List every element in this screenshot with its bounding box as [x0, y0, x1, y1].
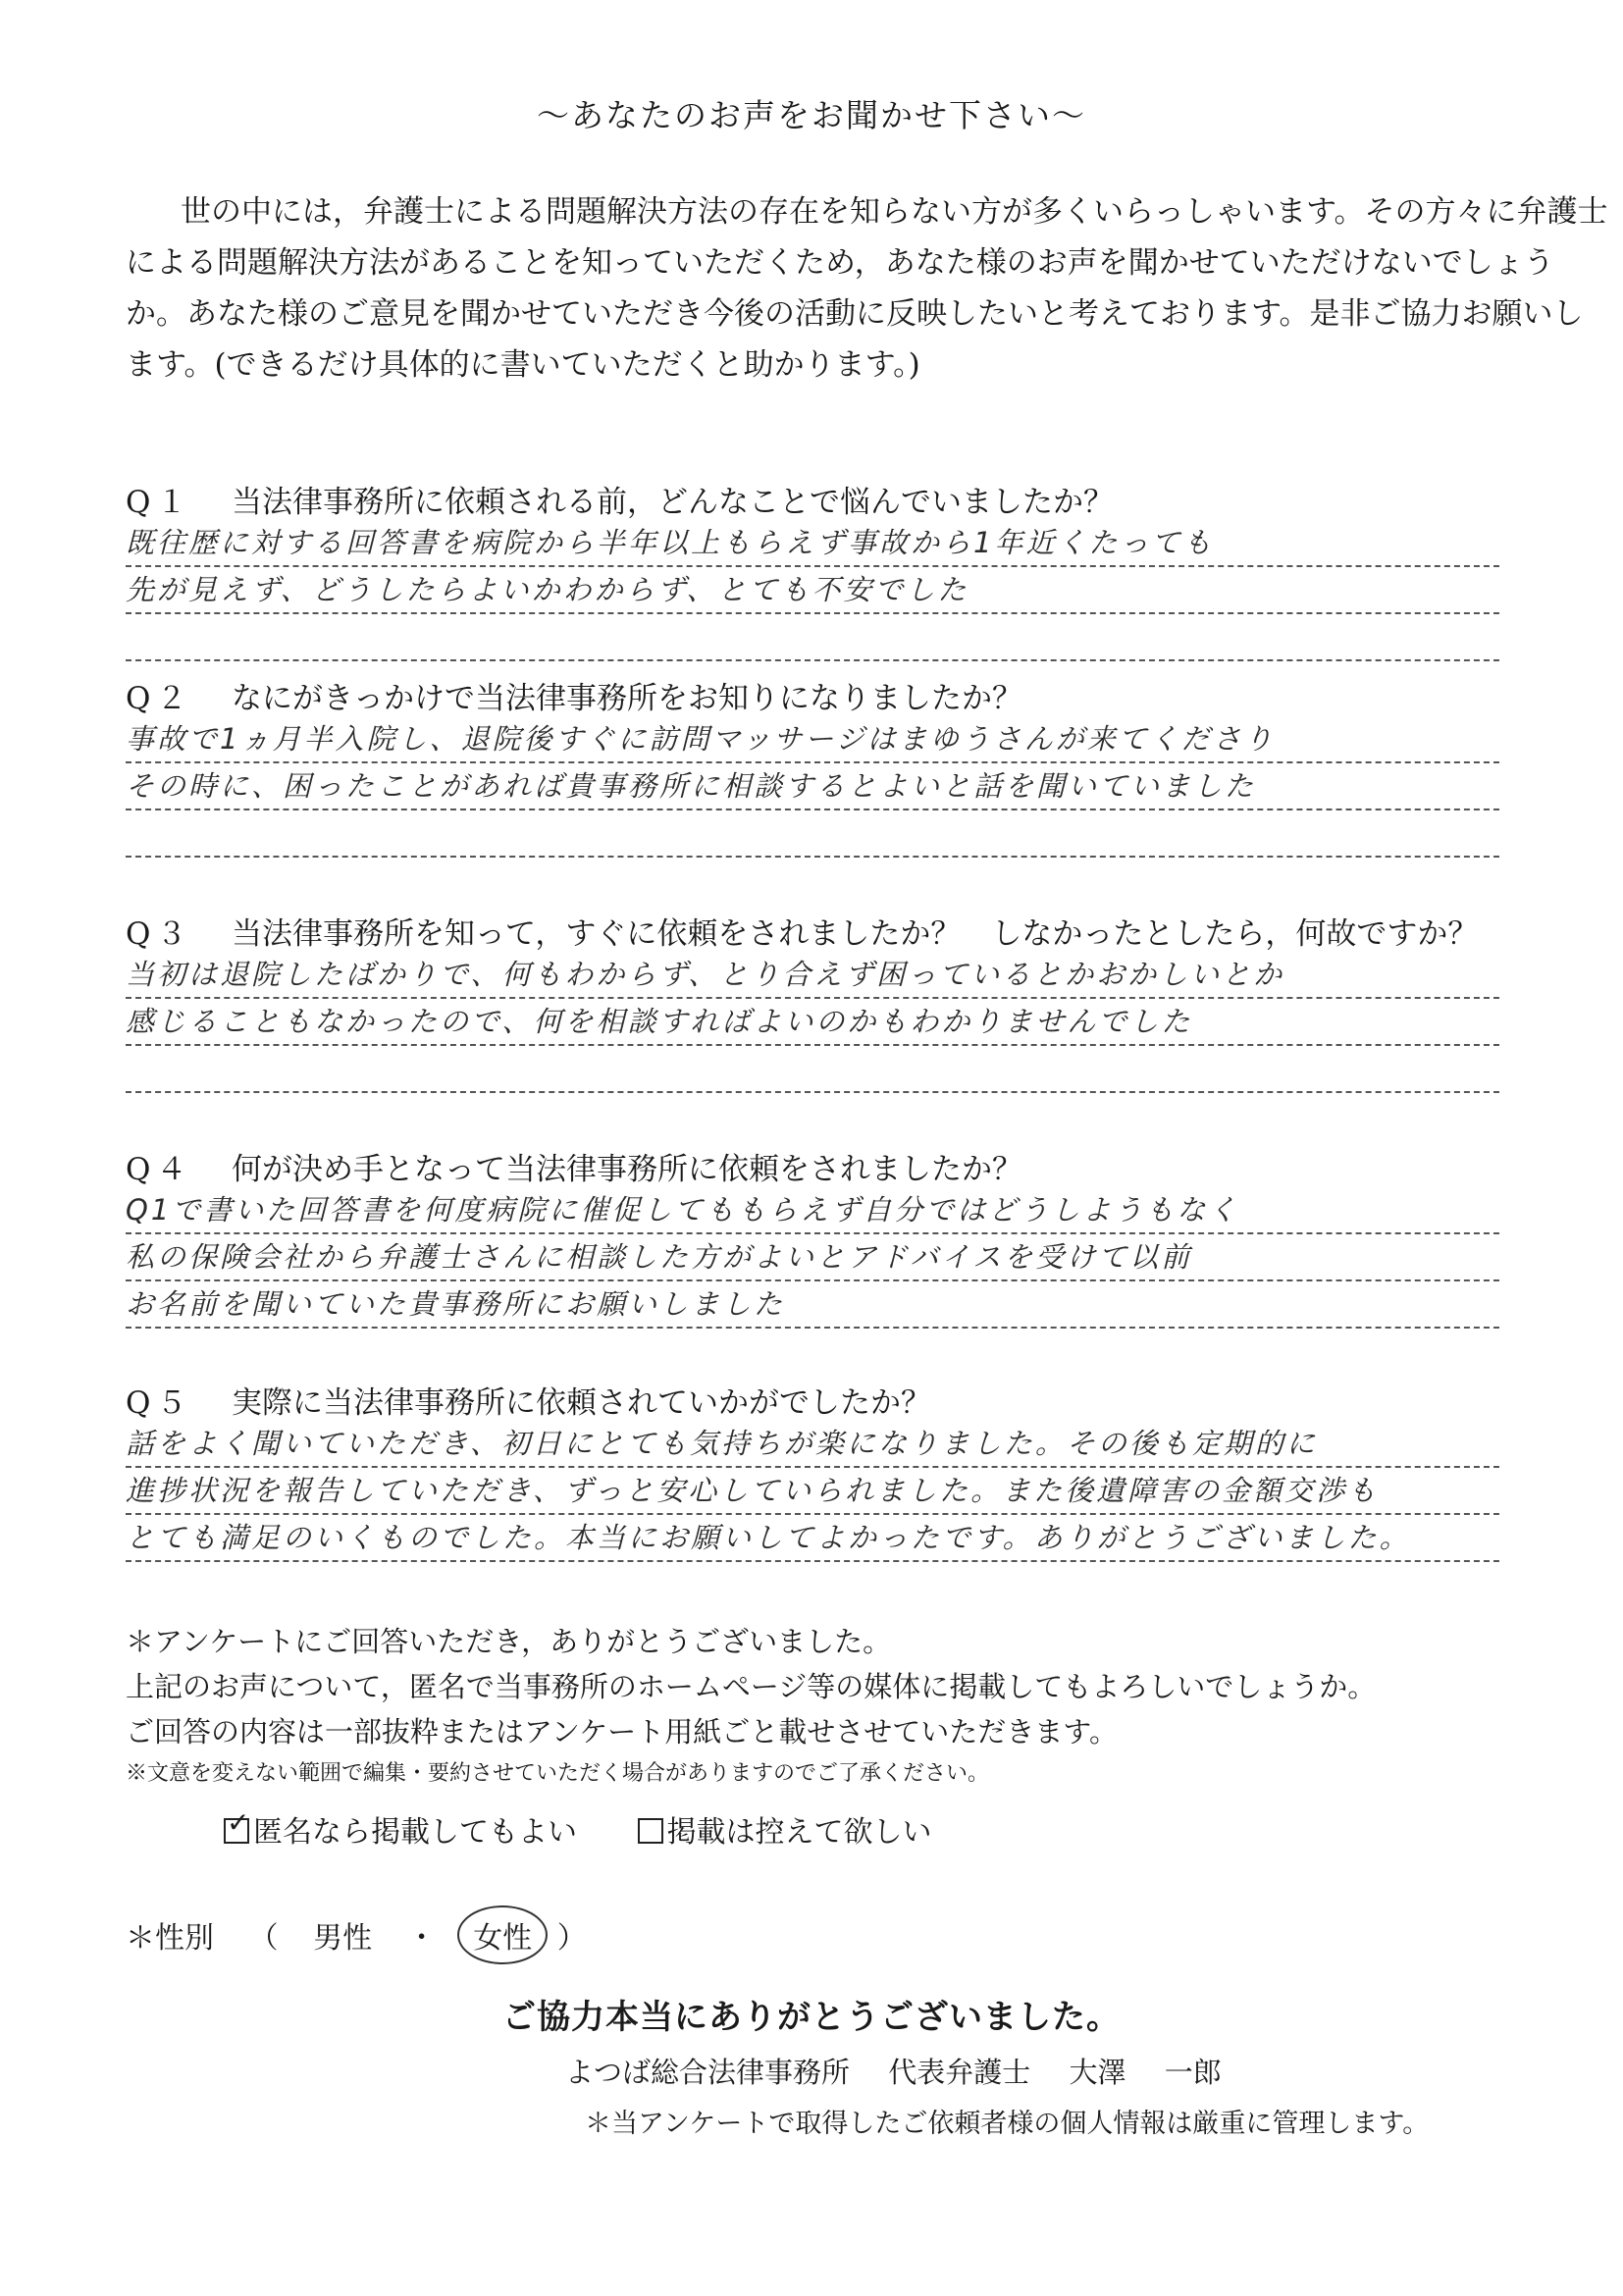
answer-line	[126, 614, 1499, 661]
answer-line	[126, 1281, 1499, 1329]
question-number: Q３	[126, 916, 193, 952]
intro-line: による問題解決方法があることを知っていただくため，あなた様のお声を聞かせていただけないでしょう	[126, 245, 1554, 281]
answer-line	[126, 1234, 1499, 1281]
question-text: 何が決め手となって当法律事務所に依頼をされましたか？	[232, 1152, 1022, 1187]
intro-paragraph	[126, 186, 1608, 391]
gender-label: ＊性別	[126, 1921, 214, 1956]
closing-line: 上記のお声について，匿名で当事務所のホームページ等の媒体に掲載してもよろしいでしょうか。	[126, 1670, 1377, 1703]
intro-line: ます。(できるだけ具体的に書いていただくと助かります。)	[126, 347, 920, 383]
answer-line	[126, 952, 1499, 999]
answer-line	[126, 716, 1499, 763]
consent-option-label: 掲載は控えて欲しい	[666, 1815, 932, 1850]
gender-selection	[126, 1905, 587, 1964]
question-text: 実際に当法律事務所に依頼されていかがでしたか？	[232, 1385, 931, 1421]
question-text: 当法律事務所に依頼される前，どんなことで悩んでいましたか？	[232, 485, 1114, 520]
representative-role: 代表弁護士	[888, 2056, 1031, 2089]
gender-separator: ・	[406, 1921, 437, 1956]
handwritten-answer: 私の保険会社から弁護士さんに相談した方がよいとアドバイスを受けて以前	[126, 1240, 1193, 1274]
gender-open-paren: （	[248, 1921, 279, 1956]
closing-text	[126, 1619, 1376, 1794]
answer-line	[126, 1515, 1499, 1562]
question-1	[126, 477, 1499, 661]
handwritten-answer: 話をよく聞いていただき、初日にとても気持ちが楽になりました。その後も定期的に	[126, 1427, 1318, 1460]
handwritten-answer: 感じることもなかったので、何を相談すればよいのかもわかりませんでした	[126, 1005, 1193, 1038]
consent-option-anonymous[interactable]	[224, 1815, 587, 1850]
question-text: なにがきっかけで当法律事務所をお知りになりましたか？	[232, 681, 1022, 716]
handwritten-answer: 既往歴に対する回答書を病院から半年以上もらえず事故から1年近くたっても	[126, 526, 1215, 559]
handwritten-answer: 先が見えず、どうしたらよいかわからず、とても不安でした	[126, 573, 969, 606]
question-number: Q５	[126, 1385, 193, 1421]
question-text: 当法律事務所を知って，すぐに依頼をされましたか？ しなかったとしたら，何故ですか？	[232, 916, 1479, 952]
handwritten-answer: 進捗状況を報告していただき、ずっと安心していられました。また後遺障害の金額交渉も	[126, 1474, 1380, 1507]
representative-given-name: 一郎	[1164, 2056, 1222, 2089]
handwritten-answer: とても満足のいくものでした。本当にお願いしてよかったです。ありがとうございました。	[126, 1521, 1411, 1554]
handwritten-answer: お名前を聞いていた貴事務所にお願いしました	[126, 1287, 786, 1321]
question-number: Q２	[126, 681, 193, 716]
answer-line	[126, 1046, 1499, 1093]
closing-line: ご回答の内容は一部抜粋またはアンケート用紙ごと載せさせていただきます。	[126, 1715, 1118, 1748]
answer-line	[126, 520, 1499, 567]
intro-line: か。あなた様のご意見を聞かせていただき今後の活動に反映したいと考えております。是非ご協力お願いし	[126, 296, 1584, 332]
office-name: よつば総合法律事務所	[565, 2056, 851, 2089]
question-5	[126, 1378, 1499, 1562]
office-signature	[565, 2051, 1251, 2091]
answer-line	[126, 1468, 1499, 1515]
question-number: Q４	[126, 1152, 193, 1187]
gender-close-paren: ）	[556, 1921, 587, 1956]
gender-option-male[interactable]: 男性	[313, 1921, 373, 1956]
question-2	[126, 673, 1499, 858]
closing-note: ※文意を変えない範囲で編集・要約させていただく場合がありますのでご了承ください。	[126, 1761, 990, 1786]
checkbox-checked[interactable]	[224, 1818, 249, 1844]
handwritten-answer: Q1で書いた回答書を何度病院に催促してももらえず自分ではどうしようもなく	[126, 1193, 1240, 1226]
closing-line: ＊アンケートにご回答いただき，ありがとうございました。	[126, 1625, 892, 1658]
gender-option-female-selected[interactable]: 女性	[457, 1905, 548, 1964]
handwritten-answer: その時に、困ったことがあれば貴事務所に相談するとよいと話を聞いていました	[126, 769, 1257, 803]
intro-line: 世の中には，弁護士による問題解決方法の存在を知らない方が多くいらっしゃいます。その方々に弁護士	[181, 194, 1608, 230]
representative-surname: 大澤	[1069, 2056, 1126, 2089]
privacy-note: ＊当アンケートで取得したご依頼者様の個人情報は厳重に管理します。	[585, 2109, 1430, 2139]
checkbox-unchecked[interactable]	[638, 1818, 663, 1844]
answer-line	[126, 763, 1499, 810]
answer-line	[126, 567, 1499, 614]
question-3	[126, 909, 1499, 1093]
answer-line	[126, 810, 1499, 858]
handwritten-answer: 当初は退院したばかりで、何もわからず、とり合えず困っているとかおかしいとか	[126, 958, 1285, 991]
page-title: ～あなたのお声をお聞かせ下さい～	[537, 96, 1086, 134]
thanks-message: ご協力本当にありがとうございました。	[502, 1998, 1121, 2037]
question-number: Q１	[126, 485, 193, 520]
consent-options	[224, 1807, 983, 1851]
answer-line	[126, 999, 1499, 1046]
consent-option-label: 匿名なら掲載してもよい	[253, 1815, 577, 1850]
consent-option-decline[interactable]	[638, 1815, 932, 1850]
answer-line	[126, 1187, 1499, 1234]
question-4	[126, 1144, 1499, 1329]
handwritten-answer: 事故で1ヵ月半入院し、退院後すぐに訪問マッサージはまゆうさんが来てくださり	[126, 722, 1276, 756]
answer-line	[126, 1421, 1499, 1468]
